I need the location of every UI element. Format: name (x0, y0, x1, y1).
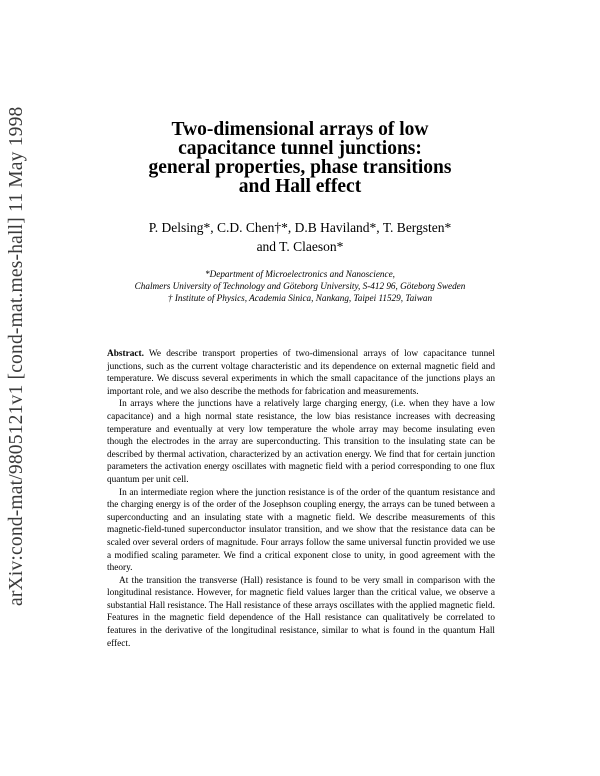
abstract-paragraph-text: We describe transport properties of two-dimensional arrays of low capacitance tunnel junctions, such as the current voltage characteristic and its dependence on external magnetic field and temperature. We discuss several experiments in which the small capacitance of the junctions plays an important role, and we also describe the methods for fabrication and measurements. (107, 349, 495, 397)
affiliation-line: *Department of Microelectronics and Nanoscience, (205, 269, 395, 279)
abstract-paragraph: At the transition the transverse (Hall) resistance is found to be very small in comparison with the longitudinal resistance. However, for magnetic field values larger than the critical value, we observe a substantial Hall resistance. The Hall resistance of these arrays oscillates with the applied magnetic field. Features in the magnetic field dependence of the Hall resistance can qualitatively be correlated to features in the derivative of the longitudinal resistance, similar to what is found in the quantum Hall effect. (107, 575, 495, 649)
author-list (60, 218, 540, 256)
authors-line: P. Delsing*, C.D. Chen†*, D.B Haviland*, T. Bergsten* (148, 220, 452, 235)
title-line: general properties, phase transitions (148, 157, 452, 178)
affiliation-line: Chalmers University of Technology and Göteborg University, S-412 96, Göteborg Sweden (134, 281, 466, 291)
affiliation-line: † Institute of Physics, Academia Sinica, Nankang, Taipei 11529, Taiwan (167, 293, 433, 303)
title-line: and Hall effect (238, 176, 362, 197)
authors-line: and T. Claeson* (256, 239, 344, 254)
affiliations (60, 268, 540, 304)
title-line: capacitance tunnel junctions: (178, 138, 422, 159)
abstract-paragraph: In arrays where the junctions have a relatively large charging energy, (i.e. when they have a low capacitance) and a high normal state resistance, the low bias resistance increases with decreasing temperature and eventually at very low temperature the whole array may become insulating even though the electrodes in the array are superconducting. This transition to the insulating state can be described by thermal activation, characterized by an activation energy. We find that for certain junction parameters the activation energy oscillates with magnetic field with a period corresponding to one flux quantum per unit cell. (107, 399, 495, 485)
paper-title (60, 120, 540, 196)
title-line: Two-dimensional arrays of low (171, 119, 429, 140)
arxiv-side-identifier: arXiv:cond-mat/9805121v1 [cond-mat.mes-hall] 11 May 1998 (6, 106, 27, 606)
abstract-paragraph (107, 348, 495, 398)
abstract (107, 348, 495, 650)
abstract-paragraph: In an intermediate region where the junction resistance is of the order of the quantum resistance and the charging energy is of the order of the Josephson coupling energy, the arrays can be tuned between a superconducting and an insulating state with a magnetic field. We describe measurements of this magnetic-field-tuned superconductor insulator transition, and we show that the resistance data can be scaled over several orders of magnitude. Four arrays follow the same universal functin provided we use a modified scaling parameter. We find a critical exponent close to unity, in good agreement with the theory. (107, 487, 495, 574)
abstract-heading: Abstract. (107, 349, 144, 359)
